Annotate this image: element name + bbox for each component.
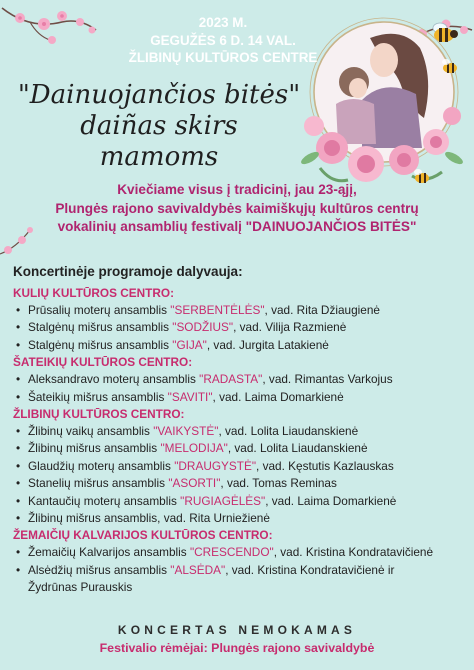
- entry-text: , vad. Vilija Razmienė: [233, 320, 347, 335]
- list-item: [13, 562, 468, 579]
- title-line: "Dainuojančios bitės": [17, 80, 301, 110]
- program-heading: Koncertinėje programoje dalyvauja:: [13, 264, 243, 279]
- section-title: KULIŲ KULTŪROS CENTRO:: [13, 286, 174, 300]
- entry-text: , vad. Tomas Reminas: [220, 476, 337, 491]
- event-header: [98, 14, 348, 67]
- event-venue: ŽLIBINŲ KULTŪROS CENTRE: [128, 50, 318, 65]
- entry-text: , vad. Kristina Kondratavičienė: [273, 545, 434, 560]
- list-item: [13, 458, 468, 475]
- ensemble-name: "CRESCENDO": [189, 545, 274, 560]
- entry-text: , vad. Lolita Liaudanskienė: [227, 441, 368, 456]
- event-year: 2023 M.: [198, 15, 248, 30]
- entry-text: , vad. Laima Domarkienė: [212, 389, 344, 404]
- entry-text: Aleksandravo moterų ansamblis: [28, 372, 200, 387]
- list-item: [13, 302, 468, 319]
- free-admission-text: KONCERTAS NEMOKAMAS: [117, 623, 357, 637]
- entry-text: Šateikių mišrus ansamblis: [28, 389, 168, 404]
- ensemble-name: "SODŽIUS": [172, 320, 234, 335]
- page-title: [4, 80, 314, 173]
- entry-text: Žlibinų mišrus ansamblis: [28, 441, 161, 456]
- ensemble-name: "SERBENTĖLĖS": [170, 303, 265, 317]
- program-list: [13, 262, 468, 597]
- blossom-branch-icon: [0, 0, 110, 60]
- section-title: ŽEMAIČIŲ KALVARIJOS KULTŪROS CENTRO:: [13, 528, 273, 543]
- ensemble-name: "GIJA": [172, 337, 207, 352]
- list-item: [13, 319, 468, 336]
- invitation-text: [0, 181, 474, 237]
- list-item: [13, 475, 468, 492]
- entry-continuation: Žydrūnas Purauskis: [28, 580, 133, 595]
- entry-text: , vad. Rita Džiaugienė: [264, 303, 380, 317]
- entry-text: Žemaičių Kalvarijos ansamblis: [28, 545, 190, 560]
- invitation-line: Kviečiame visus į tradicinį, jau 23-ąjį,: [117, 182, 357, 197]
- entry-text: , vad. Kęstutis Kazlauskas: [256, 458, 394, 473]
- list-item: [13, 493, 468, 510]
- footer: [0, 622, 474, 657]
- ensemble-name: "MELODIJA": [160, 441, 228, 456]
- entry-text: Kantaučių moterų ansamblis: [28, 493, 181, 508]
- entry-text: Stalgėnų mišrus ansamblis: [28, 337, 173, 352]
- list-item: [13, 389, 468, 406]
- ensemble-name: "ALSĖDA": [170, 562, 226, 577]
- entry-text: , vad. Kristina Kondratavičienė ir: [225, 562, 395, 577]
- section-title: ŽLIBINŲ KULTŪROS CENTRO:: [13, 407, 185, 422]
- list-item: [13, 423, 468, 440]
- ensemble-name: "VAIKYSTĖ": [153, 424, 219, 439]
- list-item: [13, 337, 468, 354]
- entry-text: Žlibinų mišrus ansamblis, vad. Rita Urniežienė: [28, 511, 270, 526]
- section-title: ŠATEIKIŲ KULTŪROS CENTRO:: [13, 355, 193, 370]
- entry-text: , vad. Laima Domarkienė: [265, 493, 397, 508]
- sponsors-text: Festivalio rėmėjai: Plungės rajono savivaldybė: [99, 641, 375, 655]
- list-item: [13, 544, 468, 561]
- entry-text: , vad. Lolita Liaudanskienė: [218, 424, 359, 439]
- entry-text: Glaudžių moterų ansamblis: [28, 458, 175, 473]
- program-sections: [13, 285, 468, 597]
- list-item: [13, 371, 468, 388]
- event-date-time: GEGUŽĖS 6 D. 14 VAL.: [150, 32, 296, 48]
- title-line: mamoms: [99, 142, 219, 172]
- ensemble-name: "DRAUGYSTĖ": [174, 458, 257, 473]
- entry-text: Stalgėnų mišrus ansamblis: [28, 320, 173, 335]
- entry-text: Prūsalių moterų ansamblis: [28, 303, 171, 317]
- entry-text: , vad. Jurgita Latakienė: [206, 337, 329, 352]
- title-line: daiñas skirs: [80, 111, 238, 141]
- invitation-line: vokalinių ansamblių festivalį "DAINUOJANČIOS BITĖS": [57, 219, 417, 234]
- entry-text: Stanelių mišrus ansamblis: [28, 476, 169, 491]
- ensemble-name: "RADASTA": [199, 372, 263, 387]
- list-item: [13, 440, 468, 457]
- ensemble-name: "SAVITI": [167, 389, 213, 404]
- ensemble-name: "RUGIAGĖLĖS": [180, 493, 266, 508]
- ensemble-name: "ASORTI": [168, 476, 221, 491]
- list-item: [13, 510, 468, 527]
- entry-text: Alsėdžių mišrus ansamblis: [28, 562, 171, 577]
- entry-text: Žlibinų vaikų ansamblis: [28, 424, 154, 439]
- entry-text: , vad. Rimantas Varkojus: [262, 372, 393, 387]
- invitation-line: Plungės rajono savivaldybės kaimiškųjų kultūros centrų: [55, 200, 419, 216]
